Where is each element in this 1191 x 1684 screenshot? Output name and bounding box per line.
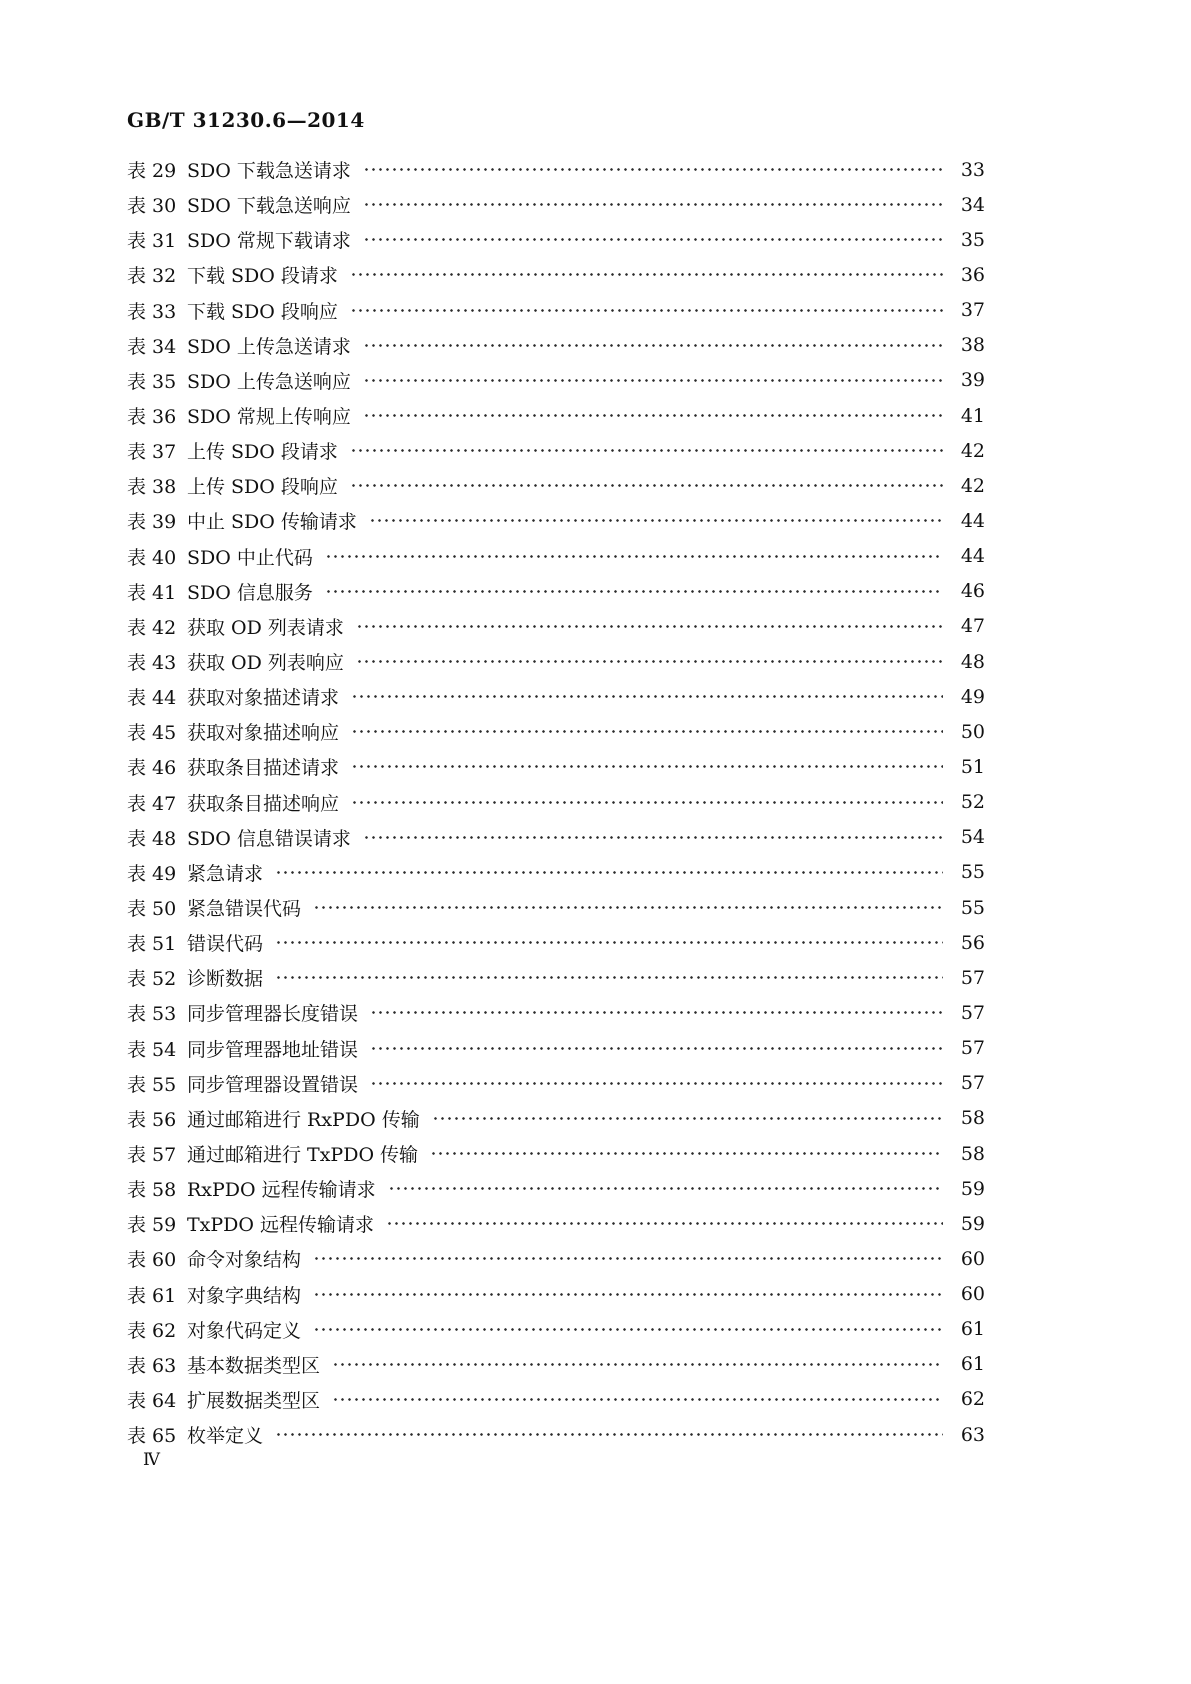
dot-leader (350, 301, 943, 320)
toc-entry-title: SDO 中止代码 (187, 546, 313, 569)
toc-entry (127, 468, 985, 503)
toc-entry-label: 表 60 (127, 1249, 177, 1272)
toc-entry (127, 539, 985, 574)
toc-entry-label: 表 55 (127, 1073, 177, 1096)
toc-entry-title: SDO 常规上传响应 (187, 406, 351, 429)
dot-leader (313, 898, 943, 917)
dot-leader (432, 1109, 943, 1128)
dot-leader (332, 1355, 943, 1374)
toc-entry-page: 51 (960, 755, 985, 778)
toc-entry-title: 枚举定义 (187, 1425, 264, 1448)
toc-entry (127, 1171, 985, 1206)
toc-entry-page: 38 (960, 334, 985, 357)
toc-entry-page: 47 (960, 615, 985, 638)
toc-entry-title: 通过邮箱进行 RxPDO 传输 (187, 1108, 420, 1131)
toc-entry-label: 表 54 (127, 1038, 177, 1061)
toc-entry (127, 995, 985, 1030)
toc-entry-title: 错误代码 (187, 933, 264, 956)
toc-entry (127, 644, 985, 679)
toc-entry (127, 1312, 985, 1347)
toc-entry-page: 54 (960, 826, 985, 849)
toc-entry (127, 785, 985, 820)
toc-entry-page: 42 (960, 439, 985, 462)
dot-leader (351, 722, 943, 741)
dot-leader (369, 511, 943, 530)
doc-code: GB/T 31230.6—2014 (127, 108, 365, 132)
toc-entry-page: 39 (960, 369, 985, 392)
toc-entry (127, 328, 985, 363)
toc-entry (127, 820, 985, 855)
dot-leader (370, 1074, 943, 1093)
toc-entry-label: 表 46 (127, 757, 177, 780)
toc-entry-page: 35 (960, 228, 985, 251)
toc-entry-title: SDO 上传急送响应 (187, 370, 351, 393)
toc-entry-page: 46 (960, 580, 985, 603)
toc-entry (127, 1417, 985, 1452)
toc-entry (127, 503, 985, 538)
toc-entry (127, 222, 985, 257)
toc-entry (127, 925, 985, 960)
toc-entry-page: 59 (960, 1177, 985, 1200)
toc-entry-page: 48 (960, 650, 985, 673)
toc-entry-title: 获取 OD 列表响应 (187, 652, 344, 675)
toc-entry-title: SDO 信息错误请求 (187, 827, 351, 850)
toc-entry-label: 表 40 (127, 546, 177, 569)
toc-entry (127, 574, 985, 609)
dot-leader (430, 1144, 943, 1163)
footer-page-number: Ⅳ (143, 1450, 160, 1470)
dot-leader (363, 230, 943, 249)
toc-entry-page: 61 (960, 1318, 985, 1341)
toc-entry-title: 命令对象结构 (187, 1249, 302, 1272)
dot-leader (351, 793, 943, 812)
toc-entry-title: SDO 上传急送请求 (187, 335, 351, 358)
toc-entry-label: 表 51 (127, 933, 177, 956)
toc-entry-title: SDO 下载急送请求 (187, 160, 351, 183)
toc-entry-page: 52 (960, 791, 985, 814)
toc-entry-title: 紧急请求 (187, 862, 264, 885)
toc-entry-label: 表 43 (127, 652, 177, 675)
toc-entry-page: 42 (960, 474, 985, 497)
toc-entry-page: 57 (960, 966, 985, 989)
toc-entry-label: 表 64 (127, 1389, 177, 1412)
dot-leader (275, 968, 943, 987)
toc-entry (127, 749, 985, 784)
toc-entry-title: 获取条目描述请求 (187, 757, 340, 780)
toc-entry-title: 获取对象描述请求 (187, 687, 340, 710)
toc-entry-label: 表 59 (127, 1214, 177, 1237)
toc-entry-page: 59 (960, 1212, 985, 1235)
toc-entry (127, 855, 985, 890)
toc-entry (127, 714, 985, 749)
toc-entry-page: 57 (960, 1072, 985, 1095)
toc-entry-title: 基本数据类型区 (187, 1354, 321, 1377)
doc-header (127, 108, 365, 132)
toc-entry-label: 表 44 (127, 687, 177, 710)
toc-entry-label: 表 31 (127, 230, 177, 253)
toc-entry (127, 679, 985, 714)
toc-entry-title: 中止 SDO 传输请求 (187, 511, 357, 534)
toc-entry-page: 55 (960, 861, 985, 884)
toc-entry (127, 1206, 985, 1241)
toc-entry-page: 62 (960, 1388, 985, 1411)
toc-entry-label: 表 53 (127, 1003, 177, 1026)
doc-footer (143, 1450, 160, 1470)
toc-entry-page: 50 (960, 720, 985, 743)
dot-leader (356, 652, 943, 671)
toc-entry-label: 表 35 (127, 370, 177, 393)
dot-leader (325, 582, 943, 601)
dot-leader (313, 1320, 943, 1339)
toc-entry-label: 表 61 (127, 1284, 177, 1307)
toc-entry-page: 49 (960, 685, 985, 708)
toc-entry-title: SDO 常规下载请求 (187, 230, 351, 253)
toc-entry-title: 对象字典结构 (187, 1284, 302, 1307)
dot-leader (363, 336, 943, 355)
toc-entry-page: 33 (960, 158, 985, 181)
toc-entry-page: 56 (960, 931, 985, 954)
toc-entry-label: 表 38 (127, 476, 177, 499)
toc-entry-title: TxPDO 远程传输请求 (187, 1214, 375, 1237)
dot-leader (332, 1390, 943, 1409)
toc-entry-label: 表 42 (127, 616, 177, 639)
toc-entry-label: 表 52 (127, 968, 177, 991)
toc-entry-title: 紧急错误代码 (187, 898, 302, 921)
toc-entry (127, 398, 985, 433)
toc-entry (127, 890, 985, 925)
toc-entry-label: 表 39 (127, 511, 177, 534)
toc-entry-page: 41 (960, 404, 985, 427)
toc-entry-title: SDO 下载急送响应 (187, 195, 351, 218)
toc-entry-page: 55 (960, 896, 985, 919)
toc-entry-label: 表 29 (127, 160, 177, 183)
toc-entry-page: 44 (960, 545, 985, 568)
toc-entry (127, 1382, 985, 1417)
toc-entry (127, 1241, 985, 1276)
toc-entry-page: 58 (960, 1142, 985, 1165)
dot-leader (363, 828, 943, 847)
toc-entry (127, 1101, 985, 1136)
toc-entry-label: 表 49 (127, 862, 177, 885)
toc-entry-label: 表 65 (127, 1425, 177, 1448)
toc-entry-title: 下载 SDO 段响应 (187, 300, 338, 323)
toc-entry-page: 60 (960, 1283, 985, 1306)
toc-entry-title: 对象代码定义 (187, 1319, 302, 1342)
dot-leader (370, 1039, 943, 1058)
toc-entry-label: 表 41 (127, 581, 177, 604)
toc-entry (127, 1347, 985, 1382)
dot-leader (313, 1249, 943, 1268)
toc-entry (127, 1031, 985, 1066)
toc-list (127, 152, 985, 1452)
toc-entry-title: 获取对象描述响应 (187, 722, 340, 745)
toc-entry-label: 表 30 (127, 195, 177, 218)
toc-entry (127, 257, 985, 292)
toc-entry-title: 获取条目描述响应 (187, 792, 340, 815)
toc-entry-page: 57 (960, 1037, 985, 1060)
toc-entry-label: 表 58 (127, 1179, 177, 1202)
toc-entry-page: 37 (960, 299, 985, 322)
toc-entry-page: 58 (960, 1107, 985, 1130)
toc-entry-page: 61 (960, 1353, 985, 1376)
toc-entry-label: 表 47 (127, 792, 177, 815)
toc-entry-page: 34 (960, 193, 985, 216)
toc-entry (127, 152, 985, 187)
toc-entry-label: 表 45 (127, 722, 177, 745)
toc-entry (127, 1066, 985, 1101)
toc-entry-label: 表 50 (127, 898, 177, 921)
toc-entry-title: RxPDO 远程传输请求 (187, 1179, 376, 1202)
dot-leader (275, 1425, 943, 1444)
toc-entry (127, 1277, 985, 1312)
dot-leader (363, 195, 943, 214)
toc-entry-title: 同步管理器地址错误 (187, 1038, 359, 1061)
toc-entry-label: 表 63 (127, 1354, 177, 1377)
toc-entry (127, 1136, 985, 1171)
toc-entry-label: 表 33 (127, 300, 177, 323)
dot-leader (350, 265, 943, 284)
toc-entry (127, 609, 985, 644)
toc-entry-title: 同步管理器设置错误 (187, 1073, 359, 1096)
dot-leader (386, 1214, 943, 1233)
toc-entry (127, 363, 985, 398)
dot-leader (363, 371, 943, 390)
toc-entry-title: 同步管理器长度错误 (187, 1003, 359, 1026)
toc-entry (127, 187, 985, 222)
dot-leader (351, 757, 943, 776)
toc-entry-label: 表 36 (127, 406, 177, 429)
toc-entry (127, 293, 985, 328)
toc-entry-label: 表 48 (127, 827, 177, 850)
dot-leader (313, 1285, 943, 1304)
dot-leader (363, 160, 943, 179)
toc-entry-title: 下载 SDO 段请求 (187, 265, 338, 288)
toc-entry-page: 44 (960, 509, 985, 532)
dot-leader (350, 476, 943, 495)
dot-leader (388, 1179, 943, 1198)
toc-entry-page: 60 (960, 1247, 985, 1270)
dot-leader (325, 547, 943, 566)
toc-entry-title: 扩展数据类型区 (187, 1389, 321, 1412)
dot-leader (356, 617, 943, 636)
dot-leader (351, 687, 943, 706)
dot-leader (275, 863, 943, 882)
toc-entry-label: 表 56 (127, 1108, 177, 1131)
toc-entry-label: 表 32 (127, 265, 177, 288)
toc-entry (127, 433, 985, 468)
toc-entry-page: 57 (960, 1001, 985, 1024)
toc-entry (127, 960, 985, 995)
toc-entry-title: 上传 SDO 段响应 (187, 476, 338, 499)
toc-entry-label: 表 57 (127, 1144, 177, 1166)
dot-leader (350, 441, 943, 460)
dot-leader (370, 1003, 943, 1022)
toc-entry-label: 表 62 (127, 1319, 177, 1342)
toc-entry-page: 63 (960, 1423, 985, 1446)
dot-leader (363, 406, 943, 425)
toc-entry-title: 获取 OD 列表请求 (187, 616, 344, 639)
toc-entry-title: 通过邮箱进行 TxPDO 传输 (187, 1144, 419, 1166)
toc-entry-label: 表 37 (127, 441, 177, 464)
dot-leader (275, 933, 943, 952)
toc-entry-title: SDO 信息服务 (187, 581, 313, 604)
toc-entry-title: 诊断数据 (187, 968, 264, 991)
toc-entry-title: 上传 SDO 段请求 (187, 441, 338, 464)
toc-entry-page: 36 (960, 263, 985, 286)
toc-entry-label: 表 34 (127, 335, 177, 358)
